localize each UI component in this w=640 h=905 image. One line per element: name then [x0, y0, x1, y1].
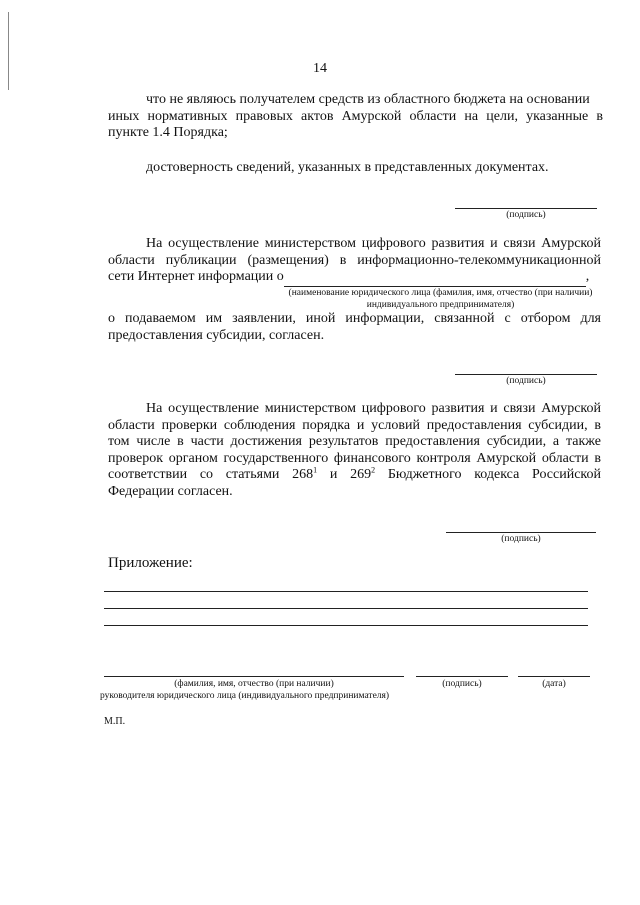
text-line: области публикации (размещения) в информационно-телекоммуникационной	[108, 252, 601, 268]
org-name-field-line	[284, 269, 586, 287]
attachment-line-3	[104, 625, 588, 626]
head-label: руководителя юридического лица (индивидуального предпринимателя)	[100, 691, 390, 701]
date-label: (дата)	[542, 679, 566, 689]
attachment-label: Приложение:	[108, 555, 193, 571]
attachment-line-1	[104, 591, 588, 592]
signature-line	[455, 208, 597, 209]
signature-label: (подпись)	[506, 210, 546, 220]
fio-line	[104, 676, 404, 677]
text-line: сети Интернет информации о	[108, 269, 284, 284]
page-number: 14	[313, 61, 327, 76]
text-fragment: Бюджетного кодекса Российской	[375, 467, 602, 482]
superscript: 2	[371, 465, 376, 475]
hint-line: индивидуального предпринимателя)	[366, 300, 515, 310]
signature-line	[446, 532, 596, 533]
consent-publication-block-cont	[108, 311, 601, 344]
sign-label: (подпись)	[442, 679, 482, 689]
field-hint	[278, 287, 603, 311]
scan-edge-line	[8, 12, 9, 90]
signature-line	[455, 374, 597, 375]
text-line: о подаваемом им заявлении, иной информации, связанной с отбором для	[108, 311, 601, 326]
signature-label: (подпись)	[501, 534, 541, 544]
text-line	[108, 467, 601, 484]
attachment-line-2	[104, 608, 588, 609]
sign-line	[416, 676, 508, 677]
text-line: пункте 1.4 Порядка;	[108, 125, 228, 140]
declaration-block-1	[108, 92, 603, 142]
text-line: том числе в части достижения результатов предоставления субсидии, а также	[108, 434, 601, 449]
consent-publication-block	[108, 236, 601, 287]
fio-label: (фамилия, имя, отчество (при наличии)	[174, 679, 334, 689]
stamp-place: М.П.	[104, 716, 126, 727]
text-line: предоставления субсидии, согласен.	[108, 327, 325, 343]
text-fragment: и 269	[317, 467, 372, 482]
text-line: ,	[585, 269, 590, 284]
consent-audit-block	[108, 401, 601, 500]
text-line: Федерации согласен.	[108, 483, 233, 499]
text-line: иных нормативных правовых актов Амурской области на цели, указанные в	[108, 108, 603, 124]
date-line	[518, 676, 590, 677]
text-line: На осуществление министерством цифрового развития и связи Амурской	[146, 401, 601, 416]
signature-label: (подпись)	[506, 376, 546, 386]
text-fragment: соответствии со статьями 268	[108, 467, 314, 482]
text-line: области проверки соблюдения порядка и условий предоставления субсидии, в	[108, 417, 601, 433]
superscript: 1	[313, 465, 318, 475]
text-line: что не являюсь получателем средств из областного бюджета на основании	[146, 92, 590, 107]
hint-line: (наименование юридического лица (фамилия, имя, отчество (при наличии)	[288, 288, 593, 298]
text-line: На осуществление министерством цифрового развития и связи Амурской	[146, 236, 601, 251]
text-line: достоверность сведений, указанных в представленных документах.	[146, 160, 549, 175]
text-line: проверок органом государственного финансового контроля Амурской области в	[108, 450, 601, 466]
